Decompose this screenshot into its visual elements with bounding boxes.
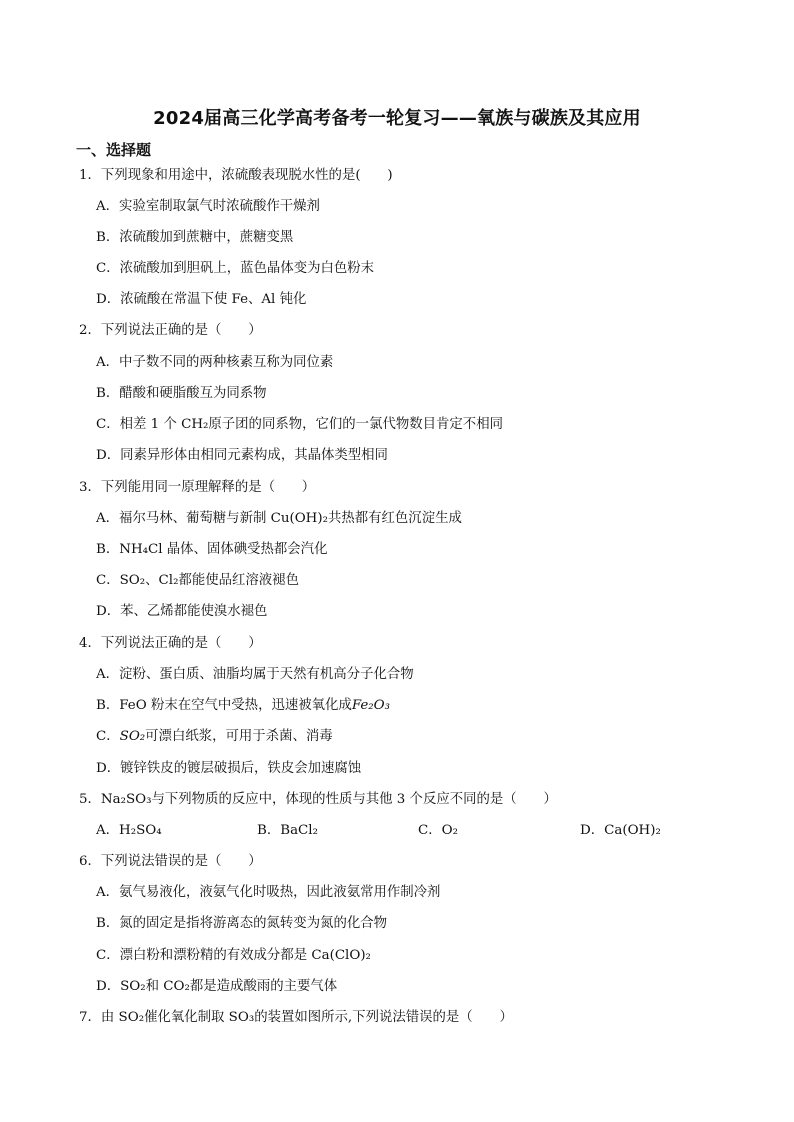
question-5-option-b: B．BaCl₂ [257,823,318,838]
question-3-option-b: B．NH₄Cl 晶体、固体碘受热都会汽化 [96,542,328,557]
question-5-option-a: A．H₂SO₄ [96,823,162,838]
question-6-option-b: B．氮的固定是指将游离态的氮转变为氮的化合物 [96,916,388,931]
formula-fe2o3: Fe₂O₃ [351,698,391,713]
section-heading: 一、选择题 [76,141,152,159]
question-4-option-c [96,727,333,747]
question-4-option-a: A．淀粉、蛋白质、油脂均属于天然有机高分子化合物 [96,667,414,682]
question-2-option-c: C．相差 1 个 CH₂原子团的同系物，它们的一氯代物数目肯定不相同 [96,417,503,432]
question-2-option-b: B．醋酸和硬脂酸互为同系物 [96,386,267,401]
question-6-option-d: D．SO₂和 CO₂都是造成酸雨的主要气体 [96,979,338,994]
question-5-option-c: C．O₂ [418,823,458,838]
question-4-option-b [96,696,390,716]
question-2-option-d: D．同素异形体由相同元素构成，其晶体类型相同 [96,448,388,463]
question-5-stem: 5．Na₂SO₃与下列物质的反应中，体现的性质与其他 3 个反应不同的是（ ） [79,792,557,807]
question-3-option-c: C．SO₂、Cl₂都能使品红溶液褪色 [96,573,299,588]
question-4-stem: 4．下列说法正确的是（ ） [79,636,262,651]
question-4-option-d: D．镀锌铁皮的镀层破损后，铁皮会加速腐蚀 [96,761,362,776]
question-1-option-b: B．浓硫酸加到蔗糖中，蔗糖变黑 [96,230,294,245]
formula-so2: SO₂ [119,729,146,744]
question-4-option-c-text: 可漂白纸浆，可用于杀菌、消毒 [145,729,333,744]
question-6-option-a: A．氨气易液化，液氨气化时吸热，因此液氨常用作制冷剂 [96,885,441,900]
question-2-option-a: A．中子数不同的两种核素互称为同位素 [96,355,334,370]
question-1-option-c: C．浓硫酸加到胆矾上，蓝色晶体变为白色粉末 [96,261,375,276]
question-1-option-a: A．实验室制取氯气时浓硫酸作干燥剂 [96,199,320,214]
question-6-stem: 6．下列说法错误的是（ ） [79,854,262,869]
question-7-stem: 7．由 SO₂催化氧化制取 SO₃的装置如图所示,下列说法错误的是（ ） [79,1010,513,1025]
question-4-option-b-text: B．FeO 粉末在空气中受热，迅速被氧化成 [96,698,352,713]
question-3-stem: 3．下列能用同一原理解释的是（ ） [79,480,316,495]
question-1-option-d: D．浓硫酸在常温下使 Fe、Al 钝化 [96,292,307,307]
question-3-option-d: D．苯、乙烯都能使溴水褪色 [96,604,268,619]
question-2-stem: 2．下列说法正确的是（ ） [79,323,262,338]
question-1-stem: 1．下列现象和用途中，浓硫酸表现脱水性的是( ) [79,168,393,183]
question-5-option-d: D．Ca(OH)₂ [580,823,661,838]
question-3-option-a: A．福尔马林、葡萄糖与新制 Cu(OH)₂共热都有红色沉淀生成 [96,511,462,526]
question-6-option-c: C．漂白粉和漂粉精的有效成分都是 Ca(ClO)₂ [96,948,371,963]
document-title: 2024届高三化学高考备考一轮复习——氧族与碳族及其应用 [153,108,641,129]
question-4-option-c-letter: C． [96,729,120,744]
